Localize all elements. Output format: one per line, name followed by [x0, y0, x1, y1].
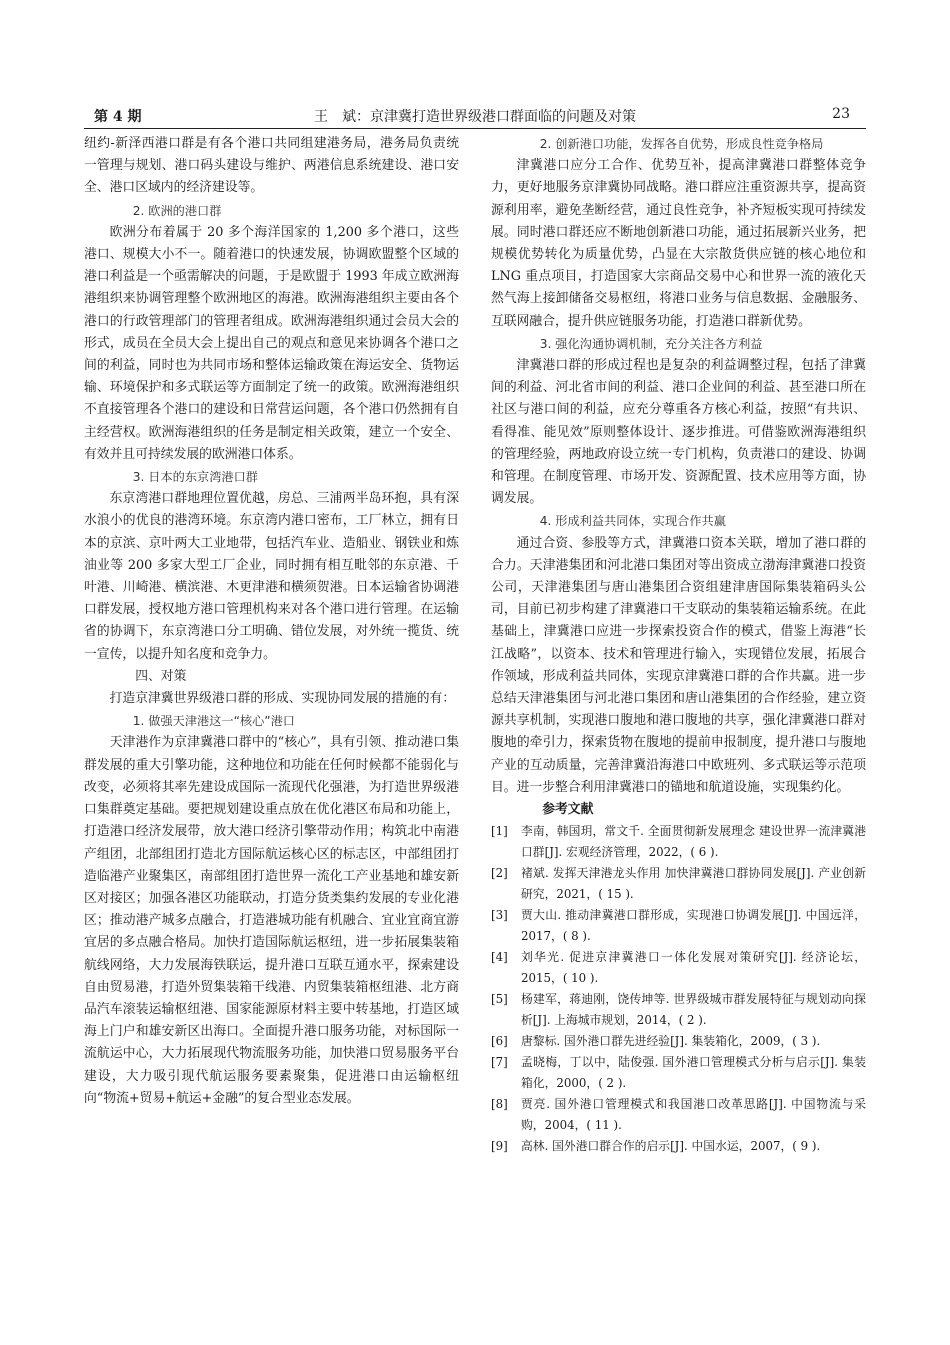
- paragraph-tianjin-core: 天津港作为京津冀港口群中的“核心”，具有引领、推动港口集群发展的重大引擎功能，这种地位和功能在任何时候都不能弱化与改变，必须将其率先建设成国际一流现代化强港，为打造世界级港口集群奠定基础。要把规划建设重点放在优化港区布局和功能上，打造港口经济发展带，放大港口经济引擎带动作用；构筑北中南港产组团，北部组团打造北方国际航运核心区的标志区，中部组团打造临港产业聚集区，南部组团打造世界一流化工产业基地和雄安新区对接区；加强各港区功能联动，打造分货类集约发展的专业化港区；推动港产城多点融合，打造港城功能有机融合、宜业宜商宜游宜居的多点融合格局。加快打造国际航运枢纽，进一步拓展集装箱航线网络，大力发展海铁联运，提升港口互联互通水平，探索建设自由贸易港，打造外贸集装箱干线港、内贸集装箱枢纽港、北方商品汽车滚装运输枢纽港、国家能源原材料主要中转基地，打造区域海上门户和雄安新区出海口。全面提升港口服务功能，对标国际一流航运中心，大力拓展现代物流服务功能，加快港口贸易服务平台建设，大力吸引现代航运服务要素聚集，促进港口由运输枢纽向“物流+贸易+航运+金融”的复合型业态发展。: [84, 735, 459, 1106]
- reference-number: [2]: [491, 866, 508, 881]
- reference-text: 褚斌. 发挥天津港龙头作用 加快津冀港口群协同发展[J]. 产业创新研究，2021，( 15 ).: [521, 866, 866, 902]
- reference-text: 唐黎标. 国外港口群先进经验[J]. 集装箱化，2009，( 3 ).: [521, 1034, 821, 1049]
- reference-item: [491, 1136, 866, 1157]
- reference-text: 高林. 国外港口群合作的启示[J]. 中国水运，2007，( 9 ).: [521, 1139, 821, 1154]
- subheading-community: 4. 形成利益共同体，实现合作共赢: [539, 514, 726, 529]
- subheading-europe: 2. 欧洲的港口群: [132, 203, 222, 218]
- section-heading-countermeasures: 四、对策: [135, 668, 187, 684]
- reference-item: [491, 1094, 866, 1136]
- right-column: [491, 133, 866, 1157]
- reference-number: [8]: [491, 1097, 508, 1112]
- subheading-innovate: 2. 创新港口功能，发挥各自优势，形成良性竞争格局: [539, 137, 824, 151]
- header-rule: [84, 128, 866, 129]
- reference-item: [491, 905, 866, 947]
- reference-number: [6]: [491, 1034, 508, 1049]
- reference-number: [1]: [491, 824, 508, 839]
- reference-item: [491, 1031, 866, 1052]
- reference-item: [491, 1052, 866, 1094]
- reference-number: [3]: [491, 908, 508, 923]
- paragraph-coordination: 津冀港口群的形成过程也是复杂的利益调整过程，包括了津冀间的利益、河北省市间的利益、港口企业间的利益、甚至港口所在社区与港口间的利益，应充分尊重各方核心利益，按照“有共识、看得准、能见效”原则整体设计、逐步推进。可借鉴欧洲海港组织的管理经验，两地政府设立统一专门机构，负责港口的建设、协调和管理。在制度管理、市场开发、资源配置、技术应用等方面，协调发展。: [491, 358, 866, 507]
- reference-text: 李南，韩国玥，常文千. 全面贯彻新发展理念 建设世界一流津冀港口群[J]. 宏观经济管理，2022，( 6 ).: [521, 824, 866, 860]
- issue-number: 第 4 期: [94, 109, 142, 125]
- paragraph-innovate: 津冀港口应分工合作、优势互补，提高津冀港口群整体竞争力，更好地服务京津冀协同战略。港口群应注重资源共享，提高资源利用率，避免垄断经营，通过良性竞争，补齐短板实现可持续发展。同时港口群还应不断地创新港口功能，通过拓展新兴业务，把规模优势转化为质量优势，凸显在大宗散货供应链的核心地位和 LNG 重点项目，打造国家大宗商品交易中心和世界一流的液化天然气海上接卸储备交易枢纽，将港口业务与信息数据、金融服务、互联网融合，提升供应链服务功能，打造港口群新优势。: [491, 158, 866, 329]
- paragraph-ny-nj: 纽约-新泽西港口群是有各个港口共同组建港务局，港务局负责统一管理与规划、港口码头建设与维护、两港信息系统建设、港口安全、港口区域内的经济建设等。: [84, 136, 459, 196]
- left-column: [84, 133, 459, 1110]
- reference-item: [491, 989, 866, 1031]
- paragraph-community: 通过合资、参股等方式，津冀港口资本关联，增加了港口群的合力。天津港集团和河北港口集团对等出资成立渤海津冀港口投资公司，天津港集团与唐山港集团合资组建津唐国际集装箱码头公司，目前已初步构建了津冀港口干支联动的集装箱运输系统。在此基础上，津冀港口应进一步探索投资合作的模式，借鉴上海港“长江战略”，以资本、技术和管理进行输入，实现错位发展，拓展合作领域，形成利益共同体，实现京津冀港口群的合作共赢。进一步总结天津港集团与河北港口集团和唐山港集团的合作经验，建立资源共享机制，实现港口腹地和港口腹地的共享，强化津冀港口群对腹地的牵引力，探索货物在腹地的提前申报制度，提升港口与腹地产业的互动质量，完善津冀沿海港口中欧班列、多式联运等示范项目。进一步整合利用津冀港口的锚地和航道设施，实现集约化。: [491, 535, 866, 795]
- reference-number: [4]: [491, 950, 508, 965]
- subheading-coordination: 3. 强化沟通协调机制，充分关注各方利益: [539, 336, 763, 351]
- reference-list: [491, 821, 866, 1157]
- reference-text: 贾大山. 推动津冀港口群形成，实现港口协调发展[J]. 中国远洋，2017，( 8 ).: [521, 908, 866, 944]
- reference-text: 刘华光. 促进京津冀港口一体化发展对策研究[J]. 经济论坛，2015，( 10 ).: [521, 950, 866, 986]
- subheading-japan: 3. 日本的东京湾港口群: [132, 470, 258, 485]
- paragraph-europe: 欧洲分布着属于 20 多个海洋国家的 1,200 多个港口，这些港口、规模大小不一。随着港口的快速发展，协调欧盟整个区域的港口利益是一个亟需解决的问题，于是欧盟于 1993 年成立欧洲海港组织来协调管理整个欧洲地区的海港。欧洲海港组织主要由各个港口的行政管理部门的管理者组成。欧洲海港组织通过会员大会的形式，成员在全员大会上提出自己的观点和意见来协调各个港口之间的利益，同时也为共同市场和整体运输政策在海运安全、货物运输、环境保护和多式联运等方面制定了统一的政策。欧洲海港组织不直接管理各个港口的建设和日常营运问题，各个港口仍然拥有自主经营权。欧洲海港组织的任务是制定相关政策，建立一个安全、有效并且可持续发展的欧洲港口体系。: [84, 224, 459, 462]
- paragraph-intro: 打造京津冀世界级港口群的形成、实现协同发展的措施的有：: [109, 691, 456, 707]
- reference-number: [5]: [491, 992, 508, 1007]
- page-number: 23: [832, 106, 850, 122]
- reference-item: [491, 863, 866, 905]
- reference-item: [491, 821, 866, 863]
- subheading-tianjin-core: 1. 做强天津港这一“核心”港口: [132, 714, 295, 729]
- reference-text: 贾亮. 国外港口管理模式和我国港口改革思路[J]. 中国物流与采购，2004，( 11 ).: [521, 1097, 866, 1133]
- paragraph-japan: 东京湾港口群地理位置优越，房总、三浦两半岛环抱，具有深水浪小的优良的港湾环境。东京湾内港口密布，工厂林立，拥有日本的京滨、京叶两大工业地带，包括汽车业、造船业、钢铁业和炼油业等 200 多家大型工厂企业，同时拥有相互毗邻的东京港、千叶港、川崎港、横滨港、木更津港和横须贺港。日本运输省协调港口群发展，授权地方港口管理机构来对各个港口进行管理。在运输省的协调下，东京湾港口分工明确、错位发展，对外统一揽货、统一宣传，以提升知名度和竞争力。: [84, 491, 459, 662]
- reference-number: [7]: [491, 1055, 508, 1070]
- reference-number: [9]: [491, 1139, 508, 1154]
- reference-item: [491, 947, 866, 989]
- running-header: [84, 106, 866, 128]
- running-title: 王 斌：京津冀打造世界级港口群面临的问题及对策: [314, 109, 636, 125]
- reference-text: 孟晓梅，丁以中，陆俊强. 国外港口管理模式分析与启示[J]. 集装箱化，2000，( 2 ).: [521, 1055, 866, 1091]
- references-title: 参考文献: [542, 802, 594, 818]
- reference-text: 杨建军，蒋迪刚，饶传坤等. 世界级城市群发展特征与规划动向探析[J]. 上海城市规划，2014，( 2 ).: [521, 992, 866, 1028]
